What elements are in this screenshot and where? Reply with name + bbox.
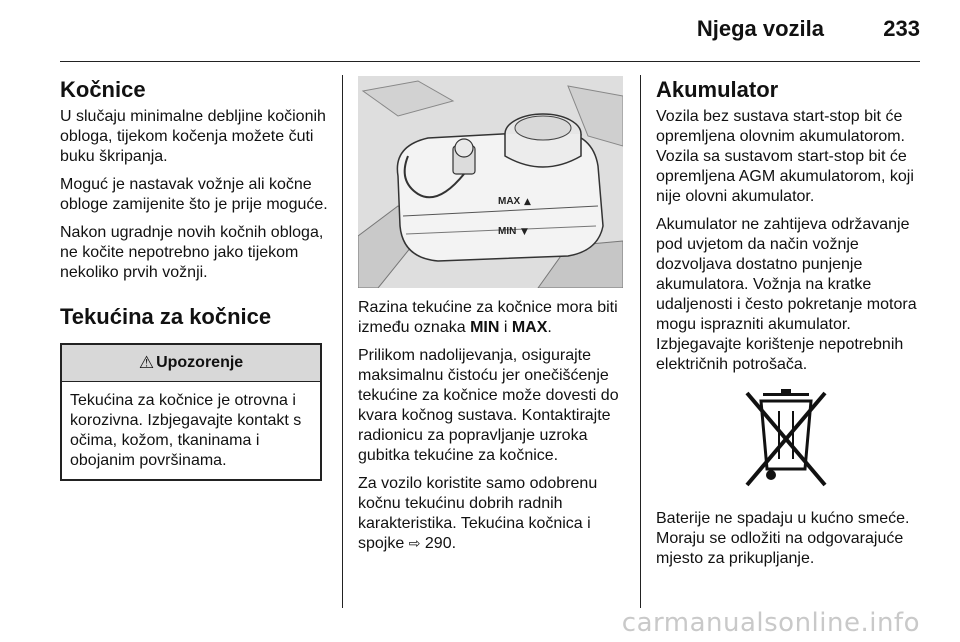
max-label: MAX	[498, 196, 521, 207]
column-brake-fluid	[358, 76, 626, 562]
warning-title: Upozorenje	[156, 354, 244, 371]
warning-header	[62, 345, 320, 382]
paragraph-min-max: Razina tekućine za kočnice mora biti između oznaka MIN i MAX.	[358, 299, 618, 336]
header-divider	[60, 61, 920, 62]
page-header	[60, 14, 920, 46]
section-title: Njega vozila	[696, 16, 824, 41]
warning-text: Tekućina za kočnice je otrovna i korozivna. Izbjegavajte kontakt s očima, kožom, tkaninama i obojanim površinama.	[70, 392, 302, 469]
brake-fluid-reservoir-image	[358, 76, 623, 288]
svg-text:▲: ▲	[524, 197, 531, 207]
crossed-out-wheelie-bin-icon	[656, 387, 926, 493]
max-mark: MAX	[511, 319, 548, 336]
warning-box	[60, 343, 322, 481]
heading-brakes: Kočnice	[60, 77, 146, 102]
column-divider-2	[640, 75, 641, 608]
page-reference-link[interactable]: 290	[424, 535, 452, 552]
column-divider-1	[342, 75, 343, 608]
watermark: carmanualsonline.info	[621, 608, 920, 638]
page-number: 233	[883, 16, 920, 41]
page-reference-arrow-icon: ⇨	[408, 536, 421, 552]
warning-triangle-icon: ⚠	[138, 353, 155, 372]
heading-brake-fluid: Tekućina za kočnice	[60, 304, 272, 329]
column-battery	[656, 76, 926, 577]
paragraph: U slučaju minimalne debljine kočionih obloga, tijekom kočenja možete čuti buku škripanja.	[60, 108, 326, 165]
paragraph: Vozila bez sustava start-stop bit će opremljena olovnim akumulatorom. Vozila sa sustavom start-stop bit će opremljena AGM akumulatorom, koji nije olovni akumulator.	[656, 108, 914, 205]
paragraph-disposal: Baterije ne spadaju u kućno smeće. Moraju se odložiti na odgovarajuće mjesto za prikupljanje.	[656, 510, 910, 567]
paragraph: Moguć je nastavak vožnje ali kočne obloge zamijenite što je prije moguće.	[60, 176, 328, 213]
paragraph-approved-fluid: Za vozilo koristite samo odobrenu kočnu tekućinu dobrih radnih karakteristika. Tekućina kočnica i spojke ⇨ 290.	[358, 475, 598, 552]
heading-battery: Akumulator	[656, 77, 779, 102]
column-brakes	[60, 76, 330, 481]
paragraph: Nakon ugradnje novih kočnih obloga, ne kočite nepotrebno jako tijekom nekoliko prvih vožnji.	[60, 224, 324, 281]
paragraph: Prilikom nadolijevanja, osigurajte maksimalnu čistoću jer onečišćenje tekućine za kočnice može dovesti do kvara kočnog sustava. Kontaktirajte radionicu za popravljanje uzroka gubitka tekućine za kočnice.	[358, 347, 619, 464]
min-mark: MIN	[470, 319, 500, 336]
paragraph: Akumulator ne zahtijeva održavanje pod uvjetom da način vožnje dozvoljava dostatno punjenje akumulatora. Vožnja na kratke udaljenosti i često pokretanje motora mogu isprazniti akumulator. Izbjegavajte korištenje nepotrebnih električnih potrošača.	[656, 216, 917, 373]
svg-text:▼: ▼	[521, 227, 528, 237]
min-label: MIN	[498, 226, 517, 237]
